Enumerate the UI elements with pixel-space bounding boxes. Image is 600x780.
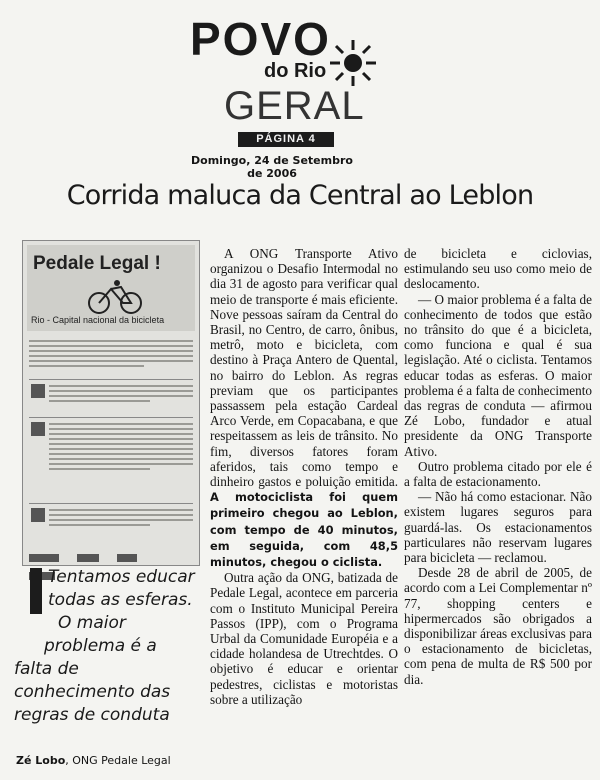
pull-quote-line: problema é a [44,636,157,656]
article-paragraph: de bicicleta e ciclovias, estimulando seu uso como meio de deslocamento. [404,246,592,292]
flyer-subtitle: Rio - Capital nacional da bicicleta [31,315,165,325]
article-paragraph: Outro problema citado por ele é a falta de estacionamento. [404,458,592,490]
car-icon [31,384,45,398]
cyclist-icon [31,422,45,436]
credit-name: Zé Lobo [16,754,66,767]
masthead [168,8,378,180]
article-headline: Corrida maluca da Central ao Leblon [66,180,534,211]
pull-quote [14,566,200,727]
pull-quote-line: conhecimento das [14,682,171,702]
quote-credit [16,754,171,767]
flyer-title: Pedale Legal ! [33,253,161,274]
article-paragraph [210,246,398,570]
credit-org: , ONG Pedale Legal [65,754,171,767]
pull-quote-line: falta de [14,659,79,679]
pedestrian-icon [31,508,45,522]
page-number: PÁGINA 4 [238,132,334,147]
flyer-section-motorista [29,379,193,414]
article-paragraph: — Não há como estacionar. Não existem lugares seguros para guardá-las. Os estacionamentos particulares não reservam lugares para bicicleta — reclamou. [404,489,592,566]
article-column-2 [404,246,592,687]
paragraph-highlight: A motociclista foi quem primeiro chegou ao Leblon, com tempo de 40 minutos, em seguida, com 48,5 minutos, chegou o ciclista. [210,490,398,570]
flyer-header [27,245,195,331]
pull-quote-line: O maior [58,613,126,633]
pull-quote-line: todas as esferas. [48,590,193,610]
pull-quote-line: Tentamos educar [48,567,195,587]
flyer-section-ciclista [29,417,193,498]
campaign-flyer-image [22,240,200,566]
section-title: GERAL [224,84,365,128]
article-column-1 [210,246,398,707]
flyer-section-pedestre [29,503,193,544]
pull-quote-line: regras de conduta [14,705,170,725]
article-paragraph: Desde 28 de abril de 2005, de acordo com a Lei Complementar nº 77, shopping centers e hipermercados são obrigados a disponibilizar áreas exclusivas para o estacionamento de bicicletas, com pena de multa de R$ 500 por dia. [404,565,592,687]
sponsor-logos [29,549,193,561]
sun-icon [328,38,378,88]
bicycle-icon [87,279,143,315]
flyer-text-block [29,337,193,370]
issue-date: Domingo, 24 de Setembro de 2006 [191,154,353,180]
newspaper-logo: POVO [190,13,331,65]
newspaper-logo-sub: do Rio [264,60,327,82]
article-paragraph: — O maior problema é a falta de conhecimento de todos que estão no trânsito do que é a bicicleta, como funciona e qual é sua legislação. Até o ciclista. Tentamos educar todas as esferas. O maior problema é a falta de conhecimento das regras de conduta — afirmou Zé Lobo, fundador e atual presidente da ONG Transporte Ativo. [404,291,592,459]
article-paragraph: Outra ação da ONG, batizada de Pedale Legal, acontece em parceria com o Instituto Municipal Pereira Passos (IPP), com o Programa Urbal da Comunidade Européia e a cidade holandesa de Utrechtdes. O objetivo é educar e orientar pedestres, ciclistas e motoristas sobre a utilização [210,570,398,707]
paragraph-text: A ONG Transporte Ativo organizou o Desafio Intermodal no dia 31 de agosto para verificar qual meio de transporte é mais eficiente. Nove pessoas saíram da Central do Brasil, no Centro, de carro, ônibus, metrô, moto e bicicleta, com destino à Praça Antero de Quental, no bairro do Leblon. As regras previam que os participantes passassem pela estação Cardeal Arco Verde, em Copacabana, e que respeitassem as leis de trânsito. No fim, diversos fatores foram aferidos, tais como tempo e dinheiro gastos e poluição emitida. [210,246,398,490]
